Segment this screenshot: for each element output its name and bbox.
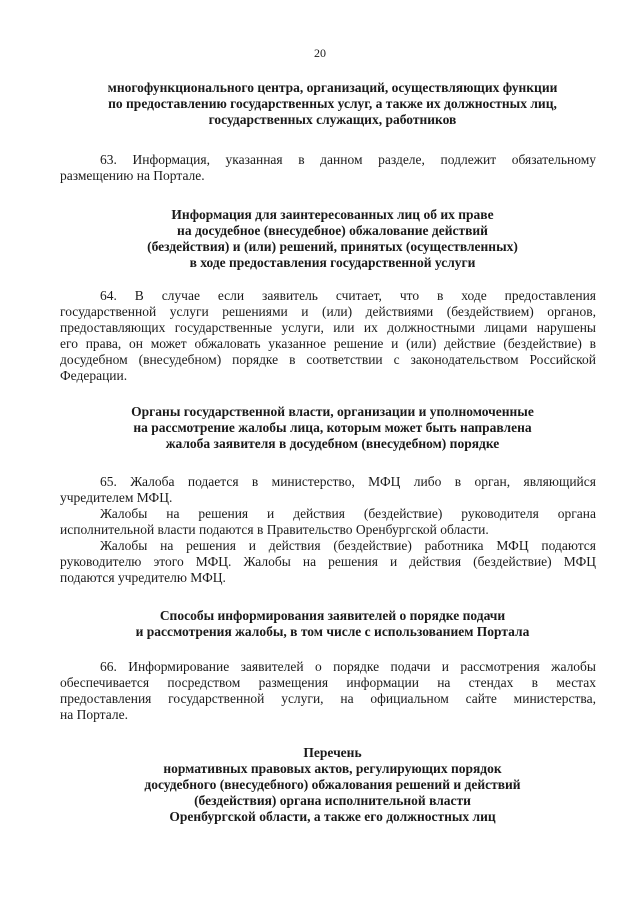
paragraph-line: 63. Информация, указанная в данном разделе, подлежит обязательному: [100, 152, 596, 167]
paragraph-line: 65. Жалоба подается в министерство, МФЦ либо в орган, являющийся: [100, 474, 596, 489]
paragraph-line: Жалобы на решения и действия (бездействие) работника МФЦ подаются: [100, 538, 596, 553]
paragraph-line: предоставления государственной услуги, на официальном сайте министерства,: [60, 691, 596, 706]
paragraph-line: предоставляющих государственные услуги, или их должностными лицами нарушены: [60, 320, 596, 335]
section-heading-mfc: [60, 80, 605, 128]
paragraph-line: учредителем МФЦ.: [60, 490, 173, 505]
page-number: 20: [314, 46, 326, 60]
paragraph-line: обеспечивается посредством размещения информации на стендах в местах: [60, 675, 596, 690]
heading-line: досудебного (внесудебного) обжалования решений и действий: [144, 777, 521, 792]
heading-line: жалоба заявителя в досудебном (внесудебном) порядке: [165, 436, 500, 451]
heading-line: Органы государственной власти, организации и уполномоченные: [131, 404, 534, 419]
heading-line: (бездействия) органа исполнительной власти: [194, 793, 471, 808]
paragraph-line: Федерации.: [60, 368, 128, 383]
paragraph-line: руководителю этого МФЦ. Жалобы на решения и действия (бездействие) МФЦ: [60, 554, 596, 569]
heading-line: по предоставлению государственных услуг, а также их должностных лиц,: [108, 96, 557, 111]
heading-line: на досудебное (внесудебное) обжалование действий: [177, 223, 488, 238]
paragraph-line: 66. Информирование заявителей о порядке подачи и рассмотрения жалобы: [100, 659, 596, 674]
paragraph-line: его права, он может обжаловать указанное решение и (или) действие (бездействие) в: [60, 336, 596, 351]
section-heading-regulations-list: [60, 745, 605, 825]
heading-line: Оренбургской области, а также его должностных лиц: [169, 809, 496, 824]
heading-line: Способы информирования заявителей о порядке подачи: [159, 608, 506, 623]
heading-line: государственных служащих, работников: [208, 112, 457, 127]
paragraph-line: досудебном (внесудебном) порядке в соответствии с законодательством Российской: [60, 352, 596, 367]
paragraph-line: на Портале.: [60, 707, 128, 722]
heading-line: нормативных правовых актов, регулирующих порядок: [163, 761, 502, 776]
heading-line: Перечень: [303, 745, 362, 760]
heading-line: Информация для заинтересованных лиц об их праве: [171, 207, 494, 222]
section-heading-informing: [60, 608, 605, 640]
heading-line: (бездействия) и (или) решений, принятых (осуществленных): [147, 239, 518, 254]
paragraph-66: [60, 659, 596, 723]
paragraph-line: государственной услуги решениями и (или) действиями (бездействием) органов,: [60, 304, 596, 319]
paragraph-line: размещению на Портале.: [60, 168, 205, 183]
paragraph-line: исполнительной власти подаются в Правительство Оренбургской области.: [60, 522, 489, 537]
paragraph-63: [60, 152, 596, 184]
heading-line: и рассмотрения жалобы, в том числе с использованием Портала: [135, 624, 530, 639]
paragraph-line: Жалобы на решения и действия (бездействие) руководителя органа: [100, 506, 596, 521]
paragraph-line: подаются учредителю МФЦ.: [60, 570, 226, 585]
heading-line: в ходе предоставления государственной услуги: [189, 255, 476, 270]
paragraph-65: [60, 474, 596, 506]
paragraph-line: 64. В случае если заявитель считает, что в ходе предоставления: [100, 288, 596, 303]
section-heading-appeal-rights: [60, 207, 605, 271]
paragraph-65-complaints-mfc: [60, 538, 596, 586]
paragraph-64: [60, 288, 596, 384]
heading-line: на рассмотрение жалобы лица, которым может быть направлена: [133, 420, 532, 435]
section-heading-authorities: [60, 404, 605, 452]
paragraph-65-complaints-head: [60, 506, 596, 538]
heading-line: многофункционального центра, организаций, осуществляющих функции: [107, 80, 558, 95]
